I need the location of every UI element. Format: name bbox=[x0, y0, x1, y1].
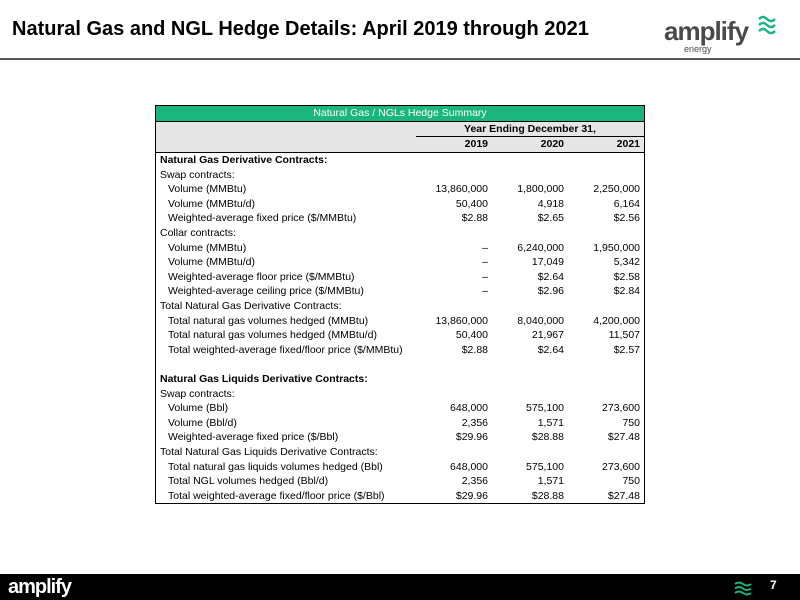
value-2021: $27.48 bbox=[607, 431, 640, 444]
row-label: Swap contracts: bbox=[160, 387, 235, 400]
table-row bbox=[156, 182, 645, 197]
blank-cell bbox=[568, 386, 645, 401]
blank-cell bbox=[568, 152, 645, 167]
page-title: Natural Gas and NGL Hedge Details: April 2019 through 2021 bbox=[12, 18, 589, 40]
row-label: Total natural gas volumes hedged (MMBtu/d) bbox=[168, 329, 377, 342]
row-label bbox=[156, 357, 417, 372]
value-2020: $2.64 bbox=[537, 343, 564, 356]
value-2020: 1,571 bbox=[537, 475, 564, 488]
value-2020: $2.64 bbox=[537, 270, 564, 283]
value-2021: 1,950,000 bbox=[593, 241, 640, 254]
table-banner: Natural Gas / NGLs Hedge Summary bbox=[156, 106, 645, 122]
table-row bbox=[156, 430, 645, 445]
logo-wordmark: amplify bbox=[664, 16, 749, 46]
table-row bbox=[156, 211, 645, 226]
row-label: Total weighted-average fixed/floor price ($/MMBtu) bbox=[168, 343, 403, 356]
blank-cell bbox=[568, 372, 645, 387]
year-2019: 2019 bbox=[416, 137, 492, 153]
row-label: Total Natural Gas Derivative Contracts: bbox=[160, 300, 342, 313]
year-2020: 2020 bbox=[492, 137, 568, 153]
value-2021: $2.58 bbox=[613, 270, 640, 283]
group-header-row bbox=[156, 386, 645, 401]
value-2021: $27.48 bbox=[607, 489, 640, 502]
section-header-row bbox=[156, 152, 645, 167]
value-2019: 50,400 bbox=[455, 329, 488, 342]
value-2021: 750 bbox=[622, 475, 640, 488]
value-2021: $2.56 bbox=[613, 212, 640, 225]
blank-cell bbox=[568, 357, 645, 372]
value-2021: $2.57 bbox=[613, 343, 640, 356]
wave-lines-icon bbox=[734, 580, 752, 596]
blank-cell bbox=[492, 386, 568, 401]
blank-cell bbox=[568, 167, 645, 182]
period-header: Year Ending December 31, bbox=[416, 121, 645, 137]
row-label: Total weighted-average fixed/floor price ($/Bbl) bbox=[168, 489, 385, 502]
value-2019: 648,000 bbox=[450, 460, 488, 473]
value-2019: 13,860,000 bbox=[435, 314, 488, 327]
value-2021: 2,250,000 bbox=[593, 183, 640, 196]
value-2019: 2,356 bbox=[461, 416, 488, 429]
value-2021: 6,164 bbox=[613, 197, 640, 210]
blank-cell bbox=[492, 372, 568, 387]
value-2020: $28.88 bbox=[531, 431, 564, 444]
group-header-row bbox=[156, 299, 645, 314]
table-row bbox=[156, 328, 645, 343]
blank-cell bbox=[416, 445, 492, 460]
row-label: Natural Gas Derivative Contracts: bbox=[160, 154, 328, 167]
value-2021: 5,342 bbox=[613, 256, 640, 269]
row-label: Collar contracts: bbox=[160, 227, 236, 240]
blank-cell bbox=[416, 167, 492, 182]
value-2019: 13,860,000 bbox=[435, 183, 488, 196]
value-2019: $2.88 bbox=[461, 343, 488, 356]
value-2020: 575,100 bbox=[526, 460, 564, 473]
value-2020: 4,918 bbox=[537, 197, 564, 210]
year-header-row bbox=[156, 137, 645, 153]
row-label: Total natural gas liquids volumes hedged (Bbl) bbox=[168, 460, 383, 473]
blank-cell bbox=[492, 299, 568, 314]
value-2019: 2,356 bbox=[461, 475, 488, 488]
table-row bbox=[156, 240, 645, 255]
row-label: Weighted-average fixed price ($/Bbl) bbox=[168, 431, 339, 444]
row-label: Volume (MMBtu) bbox=[168, 241, 247, 254]
row-label: Total Natural Gas Liquids Derivative Contracts: bbox=[160, 445, 378, 458]
value-2020: 21,967 bbox=[531, 329, 564, 342]
value-2019: – bbox=[482, 256, 488, 269]
wave-lines-icon bbox=[758, 14, 776, 36]
row-label: Volume (MMBtu/d) bbox=[168, 197, 255, 210]
blank-cell bbox=[492, 445, 568, 460]
value-2021: 750 bbox=[622, 416, 640, 429]
group-header-row bbox=[156, 226, 645, 241]
table-row bbox=[156, 284, 645, 299]
footer-bar bbox=[0, 574, 800, 600]
blank-cell bbox=[492, 167, 568, 182]
value-2021: 4,200,000 bbox=[593, 314, 640, 327]
value-2020: 1,571 bbox=[537, 416, 564, 429]
value-2020: 575,100 bbox=[526, 402, 564, 415]
blank-cell bbox=[568, 226, 645, 241]
logo-subtitle: energy bbox=[684, 44, 712, 54]
hedge-summary-table bbox=[155, 105, 645, 504]
group-header-row bbox=[156, 167, 645, 182]
blank-cell bbox=[156, 121, 417, 137]
blank-cell bbox=[568, 445, 645, 460]
value-2019: 50,400 bbox=[455, 197, 488, 210]
row-label: Swap contracts: bbox=[160, 168, 235, 181]
value-2019: 648,000 bbox=[450, 402, 488, 415]
blank-cell bbox=[492, 357, 568, 372]
value-2021: 11,507 bbox=[608, 329, 640, 342]
header-logo bbox=[664, 14, 774, 54]
section-header-row bbox=[156, 372, 645, 387]
period-header-row bbox=[156, 121, 645, 137]
table-row bbox=[156, 270, 645, 285]
spacer-row bbox=[156, 357, 645, 372]
title-divider bbox=[0, 58, 800, 60]
table-row bbox=[156, 415, 645, 430]
table-row bbox=[156, 474, 645, 489]
table-row bbox=[156, 401, 645, 416]
value-2021: 273,600 bbox=[602, 402, 640, 415]
row-label: Volume (MMBtu) bbox=[168, 183, 247, 196]
row-label: Weighted-average floor price ($/MMBtu) bbox=[168, 270, 355, 283]
table-row bbox=[156, 197, 645, 212]
value-2020: 6,240,000 bbox=[517, 241, 564, 254]
row-label: Volume (Bbl/d) bbox=[168, 416, 237, 429]
value-2020: $2.65 bbox=[537, 212, 564, 225]
blank-cell bbox=[416, 299, 492, 314]
row-label: Volume (MMBtu/d) bbox=[168, 256, 255, 269]
blank-cell bbox=[416, 226, 492, 241]
blank-cell bbox=[492, 152, 568, 167]
group-header-row bbox=[156, 445, 645, 460]
year-2021: 2021 bbox=[568, 137, 645, 153]
value-2021: $2.84 bbox=[613, 285, 640, 298]
value-2019: $29.96 bbox=[455, 489, 488, 502]
value-2019: $29.96 bbox=[455, 431, 488, 444]
blank-cell bbox=[156, 137, 417, 153]
row-label: Volume (Bbl) bbox=[168, 402, 229, 415]
blank-cell bbox=[416, 152, 492, 167]
table-row bbox=[156, 488, 645, 503]
footer-logo: amplify bbox=[8, 576, 72, 598]
row-label: Total NGL volumes hedged (Bbl/d) bbox=[168, 475, 329, 488]
value-2021: 273,600 bbox=[602, 460, 640, 473]
blank-cell bbox=[416, 357, 492, 372]
row-label: Natural Gas Liquids Derivative Contracts: bbox=[160, 372, 368, 385]
value-2019: – bbox=[482, 241, 488, 254]
table-row bbox=[156, 255, 645, 270]
value-2020: $28.88 bbox=[531, 489, 564, 502]
value-2019: – bbox=[482, 285, 488, 298]
table-row bbox=[156, 459, 645, 474]
table-row bbox=[156, 313, 645, 328]
page-number: 7 bbox=[770, 578, 777, 592]
value-2020: $2.96 bbox=[537, 285, 564, 298]
row-label: Total natural gas volumes hedged (MMBtu) bbox=[168, 314, 369, 327]
blank-cell bbox=[416, 372, 492, 387]
blank-cell bbox=[568, 299, 645, 314]
value-2020: 8,040,000 bbox=[517, 314, 564, 327]
value-2020: 1,800,000 bbox=[517, 183, 564, 196]
value-2019: $2.88 bbox=[461, 212, 488, 225]
table-banner-row bbox=[156, 106, 645, 122]
table-row bbox=[156, 343, 645, 358]
blank-cell bbox=[416, 386, 492, 401]
row-label: Weighted-average fixed price ($/MMBtu) bbox=[168, 212, 357, 225]
blank-cell bbox=[492, 226, 568, 241]
value-2020: 17,049 bbox=[531, 256, 564, 269]
value-2019: – bbox=[482, 270, 488, 283]
row-label: Weighted-average ceiling price ($/MMBtu) bbox=[168, 285, 364, 298]
